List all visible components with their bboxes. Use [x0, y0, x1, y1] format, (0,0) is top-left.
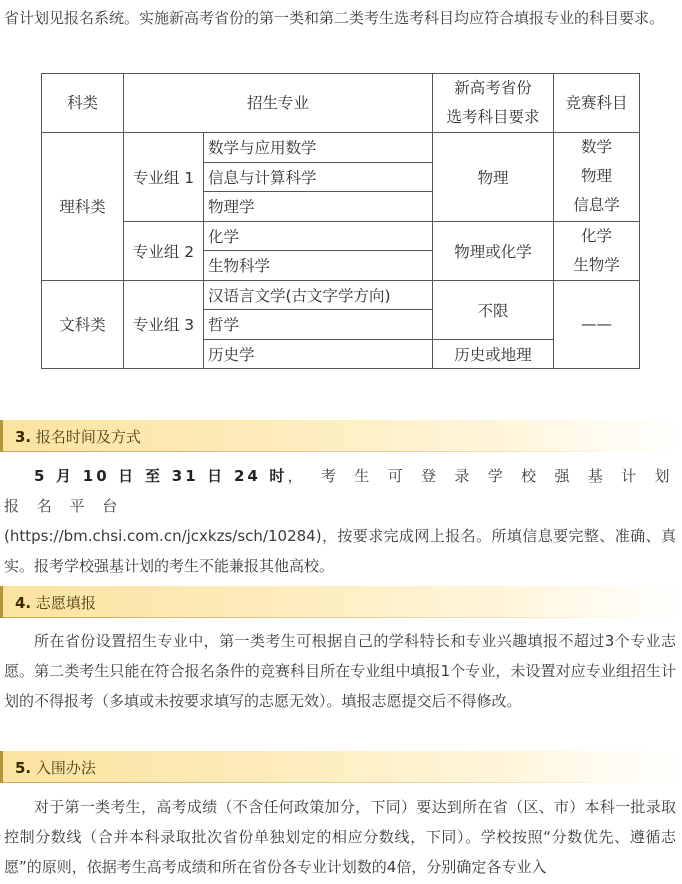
major-cell: 历史学	[204, 339, 433, 369]
section-title: 5. 入围办法	[15, 759, 96, 777]
major-cell: 汉语言文学(古文字学方向)	[204, 280, 433, 310]
major-cell: 数学与应用数学	[204, 133, 433, 163]
header-competition: 竞赛科目	[554, 74, 640, 133]
group-1: 专业组 1	[124, 133, 204, 222]
table-header-row	[42, 74, 640, 133]
category-science: 理科类	[42, 133, 124, 281]
competition-group-2: 化学 生物学	[554, 221, 640, 280]
competition-group-1: 数学 物理 信息学	[554, 133, 640, 222]
table-row	[42, 280, 640, 310]
competition-group-3: ——	[554, 280, 640, 369]
intro-paragraph: 省计划见报名系统。实施新高考省份的第一类和第二类考生选考科目均应符合填报专业的科目要求。	[4, 9, 665, 27]
requirement-group-3b: 历史或地理	[433, 339, 554, 369]
requirement-group-3a: 不限	[433, 280, 554, 339]
table-row	[42, 221, 640, 251]
registration-body: (https://bm.chsi.com.cn/jcxkzs/sch/10284)，按要求完成网上报名。所填信息要完整、准确、真实。报考学校强基计划的考生不能兼报其他高校。	[4, 527, 676, 575]
group-2: 专业组 2	[124, 221, 204, 280]
section-header-3	[0, 420, 682, 452]
section-header-4	[0, 586, 682, 618]
registration-period: 5 月 10 日 至 31 日 24 时	[34, 467, 288, 485]
header-major: 招生专业	[124, 74, 433, 133]
major-requirements-table	[41, 73, 640, 369]
header-category: 科类	[42, 74, 124, 133]
header-subject-requirement: 新高考省份 选考科目要求	[433, 74, 554, 133]
requirement-group-2: 物理或化学	[433, 221, 554, 280]
section-3-paragraph: 5 月 10 日 至 31 日 24 时， 考 生 可 登 录 学 校 强 基 计 划 报 名 平 台 (https://bm.chsi.com.cn/jcxkzs/sch/10284)，按要求完成网上报名。所填信息要完整、准确、真实。报考学校强基计划的考生不能兼报其他高校。	[4, 467, 677, 575]
section-4-paragraph: 所在省份设置招生专业中，第一类考生可根据自己的学科特长和专业兴趣填报不超过3个专业志愿。第二类考生只能在符合报名条件的竞赛科目所在专业组中填报1个专业，未设置对应专业组招生计划的不得报考（多填或未按要求填写的志愿无效）。填报志愿提交后不得修改。	[4, 632, 676, 710]
major-cell: 化学	[204, 221, 433, 251]
section-title: 3. 报名时间及方式	[15, 428, 141, 446]
table-row	[42, 133, 640, 163]
section-header-5	[0, 751, 682, 783]
major-cell: 生物科学	[204, 251, 433, 281]
section-5-paragraph: 对于第一类考生，高考成绩（不含任何政策加分，下同）要达到所在省（区、市）本科一批录取控制分数线（合并本科录取批次省份单独划定的相应分数线，下同）。学校按照“分数优先、遵循志愿”的原则，依据考生高考成绩和所在省份各专业计划数的4倍，分别确定各专业入	[4, 798, 676, 876]
major-cell: 哲学	[204, 310, 433, 340]
major-cell: 物理学	[204, 192, 433, 222]
major-cell: 信息与计算科学	[204, 162, 433, 192]
group-3: 专业组 3	[124, 280, 204, 369]
section-title: 4. 志愿填报	[15, 594, 96, 612]
category-liberal: 文科类	[42, 280, 124, 369]
requirement-group-1: 物理	[433, 133, 554, 222]
